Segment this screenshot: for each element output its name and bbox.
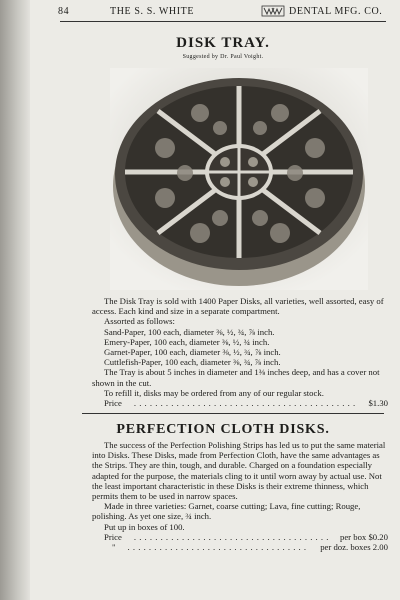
header-rule	[60, 21, 386, 22]
price-value: $1.30	[368, 398, 388, 409]
perfection-price-line-1	[92, 532, 388, 542]
perfection-paragraph-2: Made in three varieties: Garnet, coarse cutting; Lava, fine cutting; Rouge, polishing. As yet one size, ¾ inch.	[92, 501, 361, 522]
perfection-paragraph-1: The success of the Perfection Polishing Strips has led us to put the same material into Disks. These Disks, made from Perfection Cloth, have the same advantages as the Strips. They are thin, tough, and durable. Charged on a foundation especially adapted for the purpose, the materials cling to it until worn away by actual use. Not the least important characteristic in these Disks is their extreme thinness, which permits them to be used in narrow spaces.	[92, 440, 386, 502]
price-per-box: per box $0.20	[339, 531, 388, 542]
company-name-left: THE S. S. WHITE	[110, 6, 195, 17]
company-logo-icon	[261, 5, 285, 17]
assortment-item: Emery-Paper, 100 each, diameter ⅜, ½, ¾ inch.	[104, 336, 270, 347]
company-name-right: DENTAL MFG. CO.	[289, 6, 383, 17]
disk-tray-paragraph-1: The Disk Tray is sold with 1400 Paper Disks, all varieties, well assorted, easy of access. Each kind and size in a separate compartment.	[92, 296, 384, 317]
disk-tray-photo	[110, 68, 368, 290]
assortment-item: Sand-Paper, 100 each, diameter ⅜, ½, ¾, ⅞ inch.	[104, 326, 275, 337]
disk-tray-title: DISK TRAY.	[176, 35, 270, 51]
price-label: Price	[104, 398, 122, 409]
price-label: Price	[104, 531, 122, 542]
suggested-by: Suggested by Dr. Paul Voight.	[182, 54, 264, 60]
leader-dots	[116, 542, 309, 552]
ditto-mark: "	[112, 542, 116, 553]
leader-dots	[122, 532, 328, 542]
assortment-item: Garnet-Paper, 100 each, diameter ⅜, ½, ¾, ⅞ inch.	[104, 347, 281, 358]
assorted-heading: Assorted as follows:	[104, 316, 175, 327]
disk-tray-description	[92, 296, 388, 408]
section-rule	[82, 413, 384, 414]
perfection-description	[92, 440, 388, 552]
perfection-title: PERFECTION CLOTH DISKS.	[116, 422, 330, 437]
disk-tray-price-line	[92, 398, 388, 408]
price-per-doz: per doz. boxes 2.00	[320, 542, 388, 553]
page-gutter	[0, 0, 30, 600]
disk-tray-paragraph-2: The Tray is about 5 inches in diameter and 1⅜ inches deep, and has a cover not shown in the cut.	[92, 367, 380, 388]
assortment-item: Cuttlefish-Paper, 100 each, diameter ⅜, ¾, ⅞ inch.	[104, 357, 281, 368]
boxes-note: Put up in boxes of 100.	[104, 521, 185, 532]
page-number: 84	[58, 6, 70, 17]
perfection-price-line-2	[92, 542, 388, 552]
leader-dots	[122, 398, 357, 408]
page-header	[58, 5, 386, 19]
refill-note: To refill it, disks may be ordered from any of our regular stock.	[104, 387, 324, 398]
